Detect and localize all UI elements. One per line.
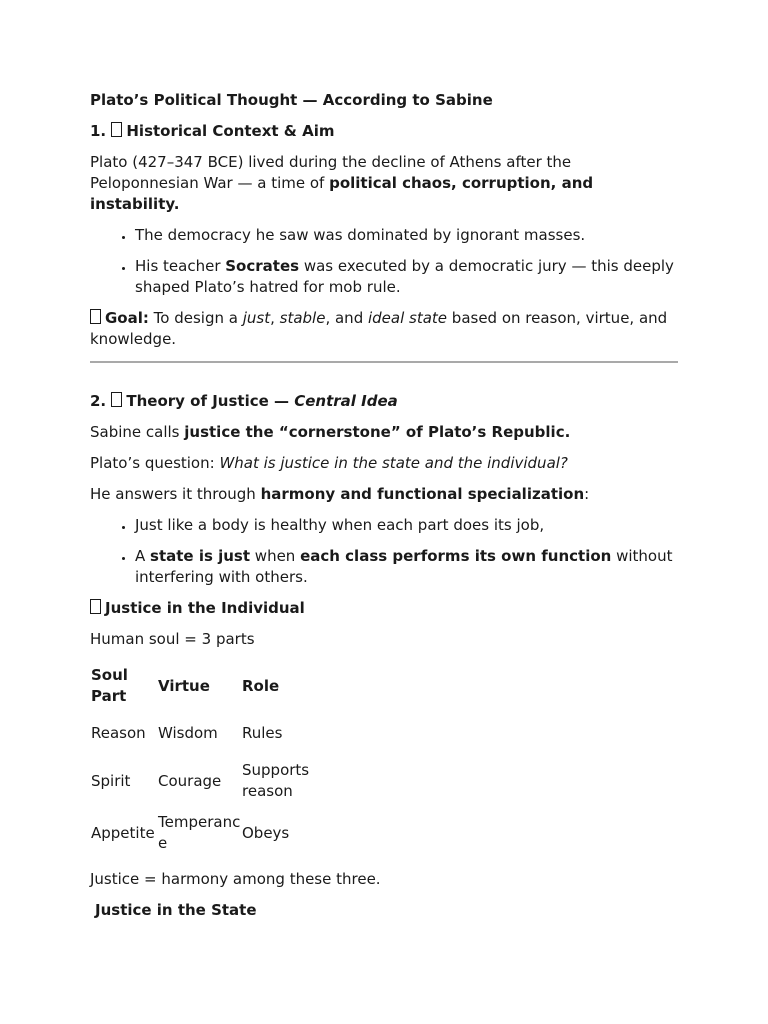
paragraph-emphasis: harmony and functional specialization [260,485,585,503]
goal-text: To design a [148,309,243,327]
cornerstone-paragraph [90,422,678,443]
table-cell: Rules [242,724,283,742]
section-divider [90,361,678,363]
goal-emphasis: ideal state [367,309,448,327]
goal-label: Goal: [105,309,149,327]
bullet-text: His teacher [135,257,226,275]
goal-emphasis: stable [279,309,326,327]
table-cell: Temperance [158,813,241,852]
bullet-text: was executed by a democratic jury — this deeply shaped Plato’s hatred for mob rule. [135,257,674,296]
table-cell: Wisdom [158,724,218,742]
section-2-heading-text: Theory of Justice — [126,392,295,410]
table-cell: Courage [158,771,222,790]
section-1-heading [90,121,678,142]
list-item [135,546,678,588]
context-emphasis: political chaos, corruption, and instability. [90,174,594,213]
paragraph-text: Plato’s question: [90,454,220,472]
soul-table [90,660,322,859]
individual-subheading-text: Justice in the Individual [105,599,305,617]
context-paragraph [90,152,678,215]
soul-parts-line: Human soul = 3 parts [90,630,255,648]
list-item [135,515,678,536]
bullet-text: without interfering with others. [135,547,673,586]
table-row [90,807,322,859]
section-1-heading-text: Historical Context & Aim [126,122,335,140]
individual-subheading [90,598,678,619]
paragraph-text: : [584,485,590,503]
paragraph-text: He answers it through [90,485,261,503]
table-cell: Appetite [91,823,155,842]
bullet-emphasis: state is just [150,547,251,565]
missing-glyph-icon [111,122,122,137]
paragraph-emphasis: What is justice in the state and the individual? [219,454,568,472]
bullet-emphasis: Socrates [225,257,300,275]
bullet-text: A [135,547,151,565]
goal-text: , [270,309,280,327]
list-item [135,256,678,298]
table-row [90,712,322,755]
section-2-number: 2. [90,392,107,410]
goal-text: , and [325,309,368,327]
missing-glyph-icon [90,599,101,614]
table-header: Role [242,676,280,695]
harmony-line: Justice = harmony among these three. [90,870,381,888]
table-cell: Spirit [91,771,131,790]
paragraph-emphasis: justice the “cornerstone” of Plato’s Republic. [184,423,571,441]
question-paragraph [90,453,678,474]
context-bullet-list [90,225,678,298]
bullet-emphasis: each class performs its own function [300,547,612,565]
missing-glyph-icon [90,309,101,324]
goal-text: based on reason, virtue, and knowledge. [90,309,668,348]
state-subheading: Justice in the State [95,901,257,919]
table-header: Soul Part [91,666,128,705]
table-cell: Reason [91,724,146,742]
bullet-text: Just like a body is healthy when each part does its job, [135,516,545,534]
bullet-text: The democracy he saw was dominated by ignorant masses. [135,226,586,244]
justice-bullet-list [90,515,678,588]
section-2-heading [90,391,678,412]
goal-emphasis: just [242,309,271,327]
missing-glyph-icon [111,392,122,407]
table-header: Virtue [158,676,210,695]
document-title: Plato’s Political Thought — According to Sabine [90,91,493,109]
section-1-number: 1. [90,122,107,140]
paragraph-text: Sabine calls [90,423,185,441]
goal-paragraph [90,308,678,350]
bullet-text: when [250,547,301,565]
table-cell: Supports reason [242,761,310,800]
table-row [90,755,322,807]
context-text: Plato (427–347 BCE) lived during the decline of Athens after the Peloponnesian War — a time of [90,153,572,192]
table-header-row [90,660,322,712]
section-2-heading-emphasis: Central Idea [294,392,398,410]
answer-paragraph [90,484,678,505]
table-cell: Obeys [242,823,290,842]
list-item [135,225,678,246]
document-page [90,90,678,931]
